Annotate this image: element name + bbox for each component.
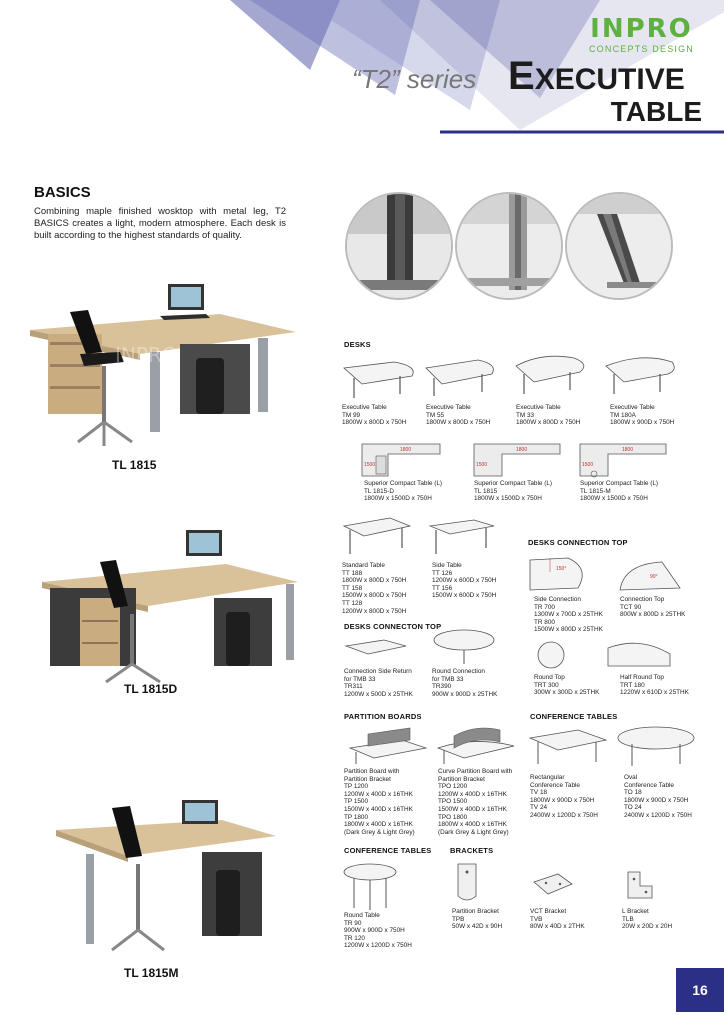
caption-line: 800W x 800D x 25THK <box>620 611 686 619</box>
desk-tm55 <box>422 354 502 402</box>
caption-line: TM 99 <box>342 411 361 419</box>
caption-line: for TMB 33 <box>432 675 464 683</box>
caption-line: Superior Compact Table (L) <box>580 480 659 487</box>
caption-line: TCT 90 <box>620 603 642 611</box>
caption-line: TT 158 <box>342 584 363 592</box>
caption-line: 20W x 20D x 20H <box>622 923 673 931</box>
caption-line: Partition Bracket <box>438 775 485 783</box>
vct-bracket-caption <box>530 908 585 931</box>
caption-line: Connection Side Return <box>344 668 412 675</box>
plan-dim: 1800 <box>622 447 634 453</box>
caption-line: TRT 180 <box>620 681 645 689</box>
caption-line: 1200W x 600D x 750H <box>432 577 497 585</box>
round-table-caption <box>344 912 412 950</box>
basics-heading: BASICS <box>34 184 91 201</box>
section-desks-connecton-top: DESKS CONNECTON TOP <box>344 622 442 631</box>
series-label: “T2” series <box>352 64 477 94</box>
model-label-tl1815m: TL 1815M <box>124 966 179 980</box>
caption-line: Conference Table <box>624 781 674 789</box>
oval-conference-table <box>614 724 698 770</box>
caption-line: 1200W x 800D x 750H <box>342 607 407 615</box>
round-connection <box>430 626 500 666</box>
caption-line: TR 120 <box>344 934 365 942</box>
caption-line: 1800W x 400D x 16THK <box>344 821 413 829</box>
connection-side-return-caption <box>344 668 413 698</box>
brand-name: INPRO <box>590 14 693 44</box>
caption-line: 1800W x 800D x 750H <box>426 419 491 427</box>
caption-line: 1800W x 1500D x 750H <box>580 495 648 503</box>
caption-line: TM 180A <box>610 411 636 419</box>
desk-photo-tl1815 <box>20 282 300 457</box>
caption-line: TPO 1800 <box>438 813 468 821</box>
caption-line: Round Table <box>344 912 380 919</box>
l-bracket <box>624 870 654 900</box>
caption-line: TR 700 <box>534 603 555 611</box>
caption-line: 1500W x 800D x 750H <box>342 592 407 600</box>
page-number: 16 <box>676 968 724 1012</box>
compact-tl1815m-caption <box>580 480 658 503</box>
plan-dim: 1500 <box>582 462 594 468</box>
partition-board-caption <box>344 768 415 836</box>
caption-line: TT 188 <box>342 569 363 577</box>
model-label-tl1815: TL 1815 <box>112 458 157 472</box>
caption-line: TT 156 <box>432 584 453 592</box>
connection-side-return <box>344 636 408 660</box>
rectangular-conference-table <box>526 724 610 770</box>
connection-top <box>618 560 682 594</box>
caption-line: TL 1815 <box>474 487 498 495</box>
connection-top-caption <box>620 596 685 619</box>
plan-dim: 1800 <box>516 447 528 453</box>
section-desks-connection-top: DESKS CONNECTION TOP <box>528 538 628 547</box>
caption-line: 1800W x 1500D x 750H <box>474 495 542 503</box>
caption-line: VCT Bracket <box>530 908 567 915</box>
caption-line: TV 24 <box>530 804 548 812</box>
section-partition-boards: PARTITION BOARDS <box>344 712 422 721</box>
angle-label: 150° <box>556 566 567 572</box>
caption-line: (Dark Grey & Light Grey) <box>438 828 509 836</box>
caption-line: Rectangular <box>530 774 565 781</box>
caption-line: 1800W x 800D x 750H <box>342 577 407 585</box>
round-connection-caption <box>432 668 497 698</box>
caption-line: TR311 <box>344 683 363 691</box>
caption-line: Connection Top <box>620 596 665 603</box>
caption-line: TO 18 <box>624 789 642 797</box>
plan-dim: 1500 <box>364 462 376 468</box>
brand-subtitle: CONCEPTS DESIGN <box>588 44 694 54</box>
caption-line: TM 33 <box>516 411 535 419</box>
angle-label: 90° <box>650 574 658 580</box>
caption-line: TLB <box>622 915 634 923</box>
caption-line: 1800W x 400D x 16THK <box>438 821 507 829</box>
caption-line: 1500W x 800D x 25THK <box>534 626 603 634</box>
caption-line: TR 800 <box>534 618 555 626</box>
caption-line: 1500W x 600D x 750H <box>432 592 497 600</box>
caption-line: TT 126 <box>432 569 453 577</box>
desk-tm180a <box>602 352 682 400</box>
caption-line: TRT 300 <box>534 681 559 689</box>
caption-line: Round Top <box>534 674 565 681</box>
caption-line: Executive Table <box>516 404 561 411</box>
caption-line: TM 55 <box>426 411 445 419</box>
caption-line: 2400W x 1200D x 750H <box>624 811 692 819</box>
caption-line: Standard Table <box>342 562 385 569</box>
caption-line: 50W x 42D x 90H <box>452 923 503 931</box>
partition-bracket <box>454 862 480 904</box>
caption-line: TP 1500 <box>344 798 369 806</box>
caption-line: TO 24 <box>624 804 642 812</box>
desk-tm99-caption <box>342 404 406 427</box>
desk-tm180a-caption <box>610 404 674 427</box>
caption-line: 1200W x 500D x 25THK <box>344 690 413 698</box>
leg-detail-photo-1 <box>345 192 453 300</box>
caption-line: Conference Table <box>530 781 580 789</box>
caption-line: 1200W x 400D x 16THK <box>344 790 413 798</box>
caption-line: TP 1200 <box>344 783 369 791</box>
basics-description: Combining maple finished wosktop with metal leg, T2 BASICS creates a light, modern atmosphere. Each desk is built according to the highest standards of quality. <box>34 206 286 241</box>
side-connection-caption <box>534 596 603 634</box>
brand-logo <box>589 16 694 54</box>
caption-line: Executive Table <box>426 404 471 411</box>
round-table <box>340 860 400 912</box>
caption-line: TL 1815-M <box>580 487 611 495</box>
side-table-caption <box>432 562 496 600</box>
caption-line: 1800W x 900D x 750H <box>610 419 675 427</box>
caption-line: TVB <box>530 915 543 923</box>
curve-partition-board <box>434 724 518 766</box>
compact-tl1815m-plan <box>578 440 668 478</box>
caption-line: Round Connection <box>432 668 485 675</box>
caption-line: Oval <box>624 774 638 781</box>
caption-line: 80W x 40D x 2THK <box>530 923 585 931</box>
caption-line: 1200W x 400D x 16THK <box>438 790 507 798</box>
caption-line: TP 1800 <box>344 813 369 821</box>
caption-line: Superior Compact Table (L) <box>364 480 443 487</box>
caption-line: TPO 1500 <box>438 798 468 806</box>
caption-line: Partition Bracket <box>452 908 499 915</box>
caption-line: TV 18 <box>530 789 548 797</box>
caption-line: TPO 1200 <box>438 783 468 791</box>
caption-line: Executive Table <box>610 404 655 411</box>
page-title-line2: TABLE <box>610 96 702 127</box>
caption-line: 1500W x 400D x 16THK <box>344 805 413 813</box>
rectangular-conference-table-caption <box>530 774 598 820</box>
desk-photo-tl1815m <box>52 800 282 965</box>
caption-line: Partition Bracket <box>344 775 391 783</box>
caption-line: Partition Board with <box>344 768 400 775</box>
side-table <box>426 514 498 560</box>
caption-line: 1800W x 900D x 750H <box>530 796 595 804</box>
partition-bracket-caption <box>452 908 502 931</box>
desk-tm55-caption <box>426 404 490 427</box>
compact-tl1815-caption <box>474 480 552 503</box>
standard-table <box>340 514 412 560</box>
caption-line: TR390 <box>432 683 452 691</box>
half-round-top <box>604 640 674 670</box>
caption-line: 1800W x 800D x 750H <box>516 419 581 427</box>
compact-tl1815d-caption <box>364 480 442 503</box>
desk-tm33-caption <box>516 404 580 427</box>
round-top-caption <box>534 674 599 697</box>
caption-line: 2400W x 1200D x 750H <box>530 811 598 819</box>
desk-tm99 <box>340 354 420 402</box>
title-initial: E <box>508 54 535 98</box>
vct-bracket <box>532 872 574 898</box>
caption-line: 1800W x 1500D x 750H <box>364 495 432 503</box>
caption-line: Superior Compact Table (L) <box>474 480 553 487</box>
caption-line: 300W x 300D x 25THK <box>534 689 600 697</box>
caption-line: TR 90 <box>344 919 362 927</box>
caption-line: Curve Partition Board with <box>438 768 513 775</box>
watermark-brand: INPRO <box>115 343 178 367</box>
side-connection <box>528 554 592 594</box>
section-conference-tables: CONFERENCE TABLES <box>530 712 618 721</box>
leg-detail-photo-2 <box>455 192 563 300</box>
standard-table-caption <box>342 562 406 615</box>
caption-line: Half Round Top <box>620 674 664 681</box>
section-brackets: BRACKETS <box>450 846 494 855</box>
section-desks: DESKS <box>344 340 371 349</box>
compact-tl1815d-plan <box>360 440 444 478</box>
caption-line: 1200W x 1200D x 750H <box>344 942 412 950</box>
compact-tl1815-plan <box>472 440 562 478</box>
caption-line: 900W x 900D x 25THK <box>432 690 498 698</box>
caption-line: Side Table <box>432 562 462 569</box>
l-bracket-caption <box>622 908 672 931</box>
caption-line: Executive Table <box>342 404 387 411</box>
plan-dim: 1800 <box>400 447 412 453</box>
page-title <box>508 54 685 99</box>
caption-line: 1220W x 610D x 25THK <box>620 689 689 697</box>
caption-line: 900W x 900D x 750H <box>344 927 405 935</box>
model-label-tl1815d: TL 1815D <box>124 682 178 696</box>
oval-conference-table-caption <box>624 774 692 820</box>
caption-line: (Dark Grey & Light Grey) <box>344 828 415 836</box>
leg-detail-photo-3 <box>565 192 673 300</box>
desk-photo-tl1815d <box>36 526 316 691</box>
caption-line: L Bracket <box>622 908 649 915</box>
caption-line: TL 1815-D <box>364 487 394 495</box>
caption-line: 1800W x 800D x 750H <box>342 419 407 427</box>
caption-line: 1300W x 700D x 25THK <box>534 611 603 619</box>
caption-line: TT 128 <box>342 599 363 607</box>
caption-line: 1500W x 400D x 16THK <box>438 805 507 813</box>
partition-board <box>346 726 430 766</box>
section-conference-tables-2: CONFERENCE TABLES <box>344 846 432 855</box>
caption-line: 1800W x 900D x 750H <box>624 796 689 804</box>
caption-line: TPB <box>452 915 465 923</box>
curve-partition-board-caption <box>438 768 512 836</box>
title-rest: XECUTIVE <box>534 63 685 96</box>
caption-line: for TMB 33 <box>344 675 376 683</box>
half-round-top-caption <box>620 674 689 697</box>
caption-line: Side Connection <box>534 596 581 603</box>
desk-tm33 <box>512 350 592 400</box>
round-top <box>536 640 566 670</box>
plan-dim: 1500 <box>476 462 488 468</box>
